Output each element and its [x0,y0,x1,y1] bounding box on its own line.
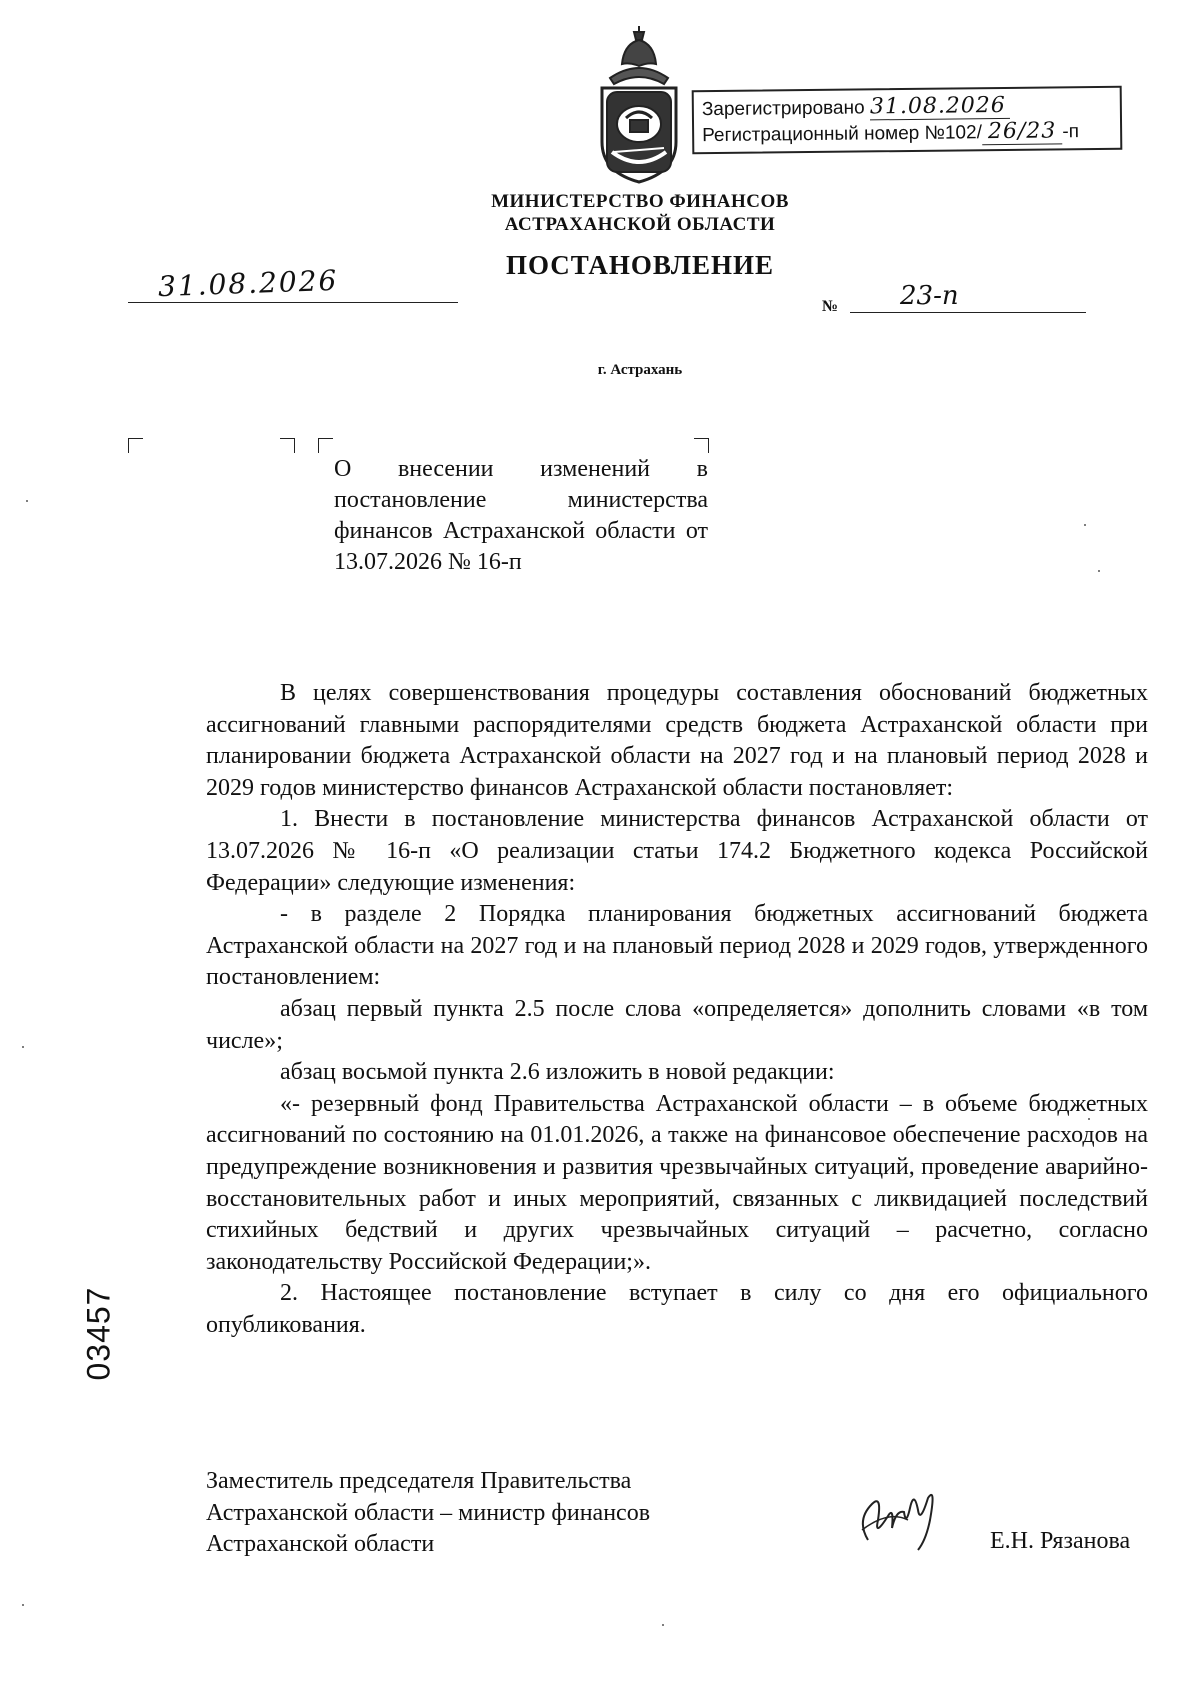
stamp-registered-date: 31.08.2026 [870,93,1010,120]
scan-speck [26,500,28,502]
city: г. Астрахань [597,362,683,378]
document-subject: О внесении изменений в постановление министерства финансов Астраханской области от 13.07.2026 № 16-п [334,456,708,575]
document-date: 31.08.2026 [157,263,339,304]
ministry-line-2: АСТРАХАНСКОЙ ОБЛАСТИ [504,214,776,235]
side-archive-number: 03457 [80,1286,117,1381]
scan-speck [1088,1118,1090,1120]
bracket-top-left [128,438,143,453]
body-paragraph: абзац первый пункта 2.5 после слова «определяется» дополнить словами «в том числе»; [206,995,1148,1054]
handwritten-signature [848,1480,948,1556]
document-type-title: ПОСТАНОВЛЕНИЕ [505,250,775,280]
ministry-line-1: МИНИСТЕРСТВО ФИНАНСОВ [491,191,789,212]
subject-bracket-right [694,438,709,453]
signer-title-line-1: Заместитель председателя Правительства [206,1468,632,1494]
signer-name: Е.Н. Рязанова [990,1528,1131,1554]
body-paragraph: абзац восьмой пункта 2.6 изложить в новой редакции: [280,1059,835,1086]
document-number: 23-п [900,281,959,311]
document-date-field [128,263,458,304]
body-paragraph: «- резервный фонд Правительства Астраханской области – в объеме бюджетных ассигнований по состоянию на 01.01.2026, а также на финансовое обеспечение расходов на предупреждение возникновения и развития чрезвычайных ситуаций, проведение аварийно-восстановительных работ и иных мероприятий, связанных с ликвидацией последствий стихийных бедствий и других чрезвычайных ситуаций – расчетно, согласно законодательству Российской Федерации;». [206,1090,1148,1275]
body-paragraph: В целях совершенствования процедуры составления обоснований бюджетных ассигнований главными распорядителями средств бюджета Астраханской области при планировании бюджета Астраханской области на 2027 год и на плановый период 2028 и 2029 годов министерство финансов Астраханской области постановляет: [206,680,1148,801]
signer-title-line-3: Астраханской области [206,1531,435,1557]
ministry-name [360,190,920,236]
stamp-regnum-row [702,118,1120,148]
subject-bracket-left [318,438,333,453]
body-paragraph: 2. Настоящее постановление вступает в силу со дня его официального опубликования. [206,1280,1148,1338]
stamp-regnum-suffix: -п [1062,121,1080,143]
body-paragraph: - в разделе 2 Порядка планирования бюджетных ассигнований бюджета Астраханской области на 2027 год и на плановый период 2028 и 2029 годов, утвержденного постановлением: [206,901,1148,991]
stamp-regnum-value: 26/23 [982,118,1063,145]
stamp-registered-label: Зарегистрировано [701,97,865,121]
stamp-regnum-label: Регистрационный номер №102/ [702,122,983,147]
scan-speck [22,1046,24,1048]
signer-title-line-2: Астраханской области – министр финансов [206,1499,651,1526]
number-sign: № [822,298,839,315]
signer-title [206,1466,766,1561]
registration-stamp [692,86,1123,154]
body-paragraph: 1. Внести в постановление министерства финансов Астраханской области от 13.07.2026 № 16-п «О реализации статьи 174.2 Бюджетного кодекса Российской Федерации» следующие изменения: [206,806,1148,896]
scan-speck [1084,524,1086,526]
coat-of-arms-emblem [592,22,686,186]
scan-speck [1098,570,1100,572]
scan-speck [22,1604,24,1606]
scan-speck [662,1624,664,1626]
document-number-field [850,280,1086,313]
bracket-top-right [280,438,295,453]
document-body [206,678,1148,1341]
